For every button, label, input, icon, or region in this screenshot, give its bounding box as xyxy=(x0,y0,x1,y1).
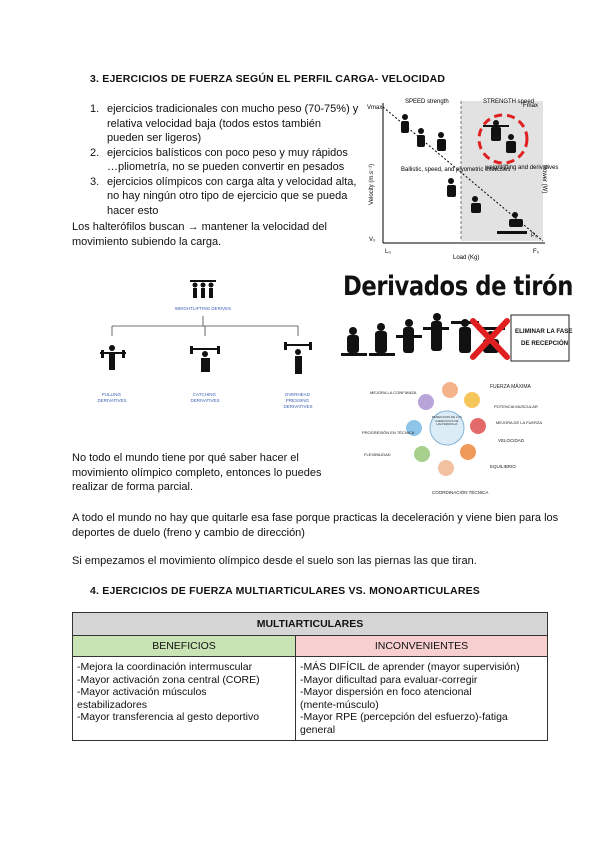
para-line: A todo el mundo no hay que quitarle esa fase porque practicas la deceleración y viene bien para los xyxy=(72,512,559,524)
list-line: …pliometría, no se pueden convertir en pesados xyxy=(107,161,345,173)
catching-label: CATCHING DERIVATIVES xyxy=(190,392,220,403)
para-line: Los halterófilos buscan → mantener la velocidad del xyxy=(72,221,327,233)
para-piernas: Si empezamos el movimiento olímpico desde el suelo son las piernas las que tiran. xyxy=(72,555,477,567)
derivatives-tree xyxy=(72,268,334,426)
pulling-icon xyxy=(100,345,126,370)
derivatives-tree-figure xyxy=(72,268,334,426)
badge-box xyxy=(511,315,569,361)
list-line: ejercicios tradicionales con mucho peso (70-75%) y xyxy=(107,103,359,115)
benefits-wheel-figure xyxy=(360,376,550,498)
v0-label: V₀ xyxy=(369,237,376,243)
benefit-item: POTENCIA MUSCULAR xyxy=(494,404,538,409)
drawback-line: (mente-músculo) xyxy=(300,698,379,711)
strength-speed-label: STRENGTH speed xyxy=(483,99,535,105)
para-line: movimiento subiendo la carga. xyxy=(72,235,222,248)
profile-list-item xyxy=(90,175,375,219)
ballistic-label: Ballistic, speed, and plyometric exercises xyxy=(401,167,511,173)
benefit-item: VELOCIDAD xyxy=(498,438,525,443)
f0-label: F₀ xyxy=(533,249,540,255)
multiarticular-table-wrap xyxy=(72,612,548,741)
list-number: 2. xyxy=(90,146,100,159)
profile-list-item xyxy=(90,102,375,146)
wheel-center-text: BENEFICIOS DE LOS EJERCICIOS DE HALTEROFILIA xyxy=(432,415,463,427)
para-line: movimiento olímpico completo, entonces lo puedes xyxy=(72,466,322,479)
x-axis-label: Load (Kg) xyxy=(453,255,480,261)
table-title: MULTIARTICULARES xyxy=(73,613,548,636)
drawbacks-header: INCONVENIENTES xyxy=(296,636,548,657)
fmax-label: Fmax xyxy=(523,103,538,109)
section-3-heading: 3. EJERCICIOS DE FUERZA SEGÚN EL PERFIL CARGA- VELOCIDAD xyxy=(90,73,446,85)
pulling-label: PULLING DERIVATIVES xyxy=(97,392,127,403)
catching-icon xyxy=(190,346,220,372)
tree-top-label: WEIGHTLIFTING DERIVES xyxy=(174,306,232,311)
load-velocity-figure xyxy=(365,95,559,262)
benefit-line: -Mejora la coordinación intermuscular xyxy=(77,661,253,673)
list-number: 3. xyxy=(90,175,100,188)
drawbacks-cell xyxy=(296,657,548,741)
list-number: 1. xyxy=(90,103,100,115)
profile-list-item xyxy=(90,146,375,175)
para-deceleracion xyxy=(72,511,558,540)
tiron-figure xyxy=(341,271,573,371)
multiarticular-table xyxy=(72,612,548,741)
list-line: no hay ningún otro tipo de ejercicio que se pueda xyxy=(107,190,348,202)
para-line: deportes de duelo (freno y cambio de dirección) xyxy=(72,526,305,539)
benefit-item: MEJORA LA CONFIANZA xyxy=(370,390,417,395)
drawback-line: -Mayor RPE (percepción del esfuerzo)-fatiga xyxy=(300,711,508,723)
para-halterofilos xyxy=(72,220,327,249)
para-parcial xyxy=(72,451,321,495)
benefits-wheel xyxy=(360,376,550,498)
overhead-icon xyxy=(284,342,312,374)
profile-list xyxy=(90,102,375,218)
overhead-label: OVERHEAD PRESSING DERIVATIVES xyxy=(283,392,313,409)
drawback-line: general xyxy=(300,723,336,736)
vmax-label: Vmax xyxy=(367,105,383,111)
benefit-item: MEJORA DE LA FUERZA xyxy=(496,420,543,425)
benefits-cell xyxy=(73,657,296,741)
drawback-line: -MÁS DIFÍCIL de aprender (mayor supervisión) xyxy=(300,661,520,673)
y-axis-label: Velocity (m.s⁻¹) xyxy=(369,163,375,205)
benefit-item: COORDINACIÓN TÉCNICA xyxy=(432,490,489,495)
para-line: No todo el mundo tiene por qué saber hacer el xyxy=(72,452,299,464)
list-line: ejercicios balísticos con poco peso y muy rápidos xyxy=(107,146,348,159)
benefit-item: PROGRESIÓN EN TÉCNICA xyxy=(362,430,415,435)
tiron-title: Derivados de tirón xyxy=(343,271,573,302)
list-line: ejercicios olímpicos con carga alta y velocidad alta, xyxy=(107,175,357,188)
benefits-header: BENEFICIOS xyxy=(73,636,296,657)
load-velocity-chart xyxy=(365,95,559,262)
benefit-line: -Mayor transferencia al gesto deportivo xyxy=(77,711,260,723)
benefit-line: -Mayor activación músculos xyxy=(77,686,207,698)
benefit-line: -Mayor activación zona central (CORE) xyxy=(77,673,260,686)
tiron-sequence xyxy=(341,271,573,371)
list-line: hacer esto xyxy=(107,204,159,217)
benefit-item: EQUILIBRIO xyxy=(490,464,516,469)
section-4-heading: 4. EJERCICIOS DE FUERZA MULTIARTICULARES VS. MONOARTICULARES xyxy=(90,585,481,597)
list-line: relativa velocidad baja (todos estos también xyxy=(107,117,322,130)
p0-label: P₀ xyxy=(531,233,538,239)
benefit-item: FLEXIBILIDAD xyxy=(364,452,391,457)
weightlifter-group-icon xyxy=(190,280,216,298)
weightlifting-label: weightlifting and derivatives xyxy=(485,165,559,171)
list-line: pueden ser ligeros) xyxy=(107,132,202,144)
badge-label: ELIMINAR LA FASE DE RECEPCIÓN xyxy=(515,328,573,347)
benefit-item: FUERZA MÁXIMA xyxy=(490,384,531,390)
para-line: realizar de forma parcial. xyxy=(72,481,194,493)
l0-label: L₀ xyxy=(385,249,391,255)
drawback-line: -Mayor dificultad para evaluar-corregir xyxy=(300,673,478,686)
benefit-line: estabilizadores xyxy=(77,698,148,711)
drawback-line: -Mayor dispersión en foco atencional xyxy=(300,686,472,698)
power-axis-label: Power (W) xyxy=(541,165,547,194)
speed-strength-label: SPEED strength xyxy=(405,99,449,105)
